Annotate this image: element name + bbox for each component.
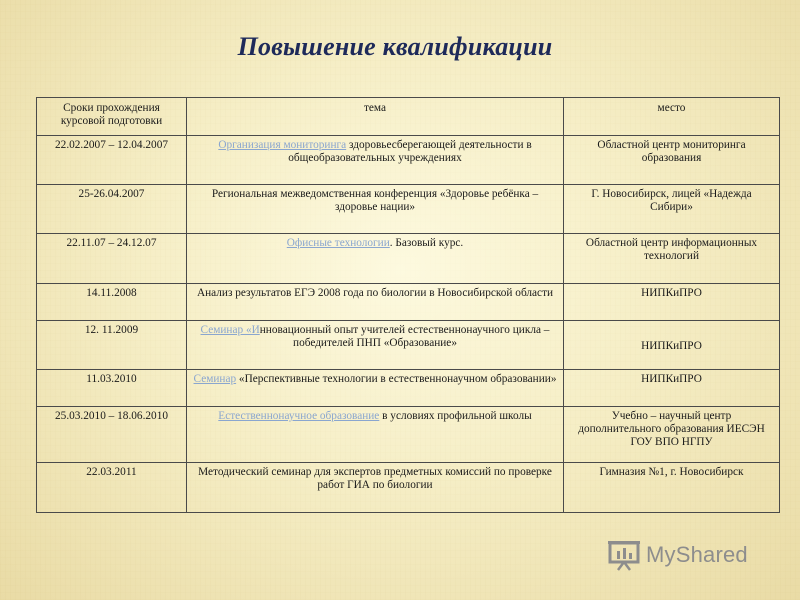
courses-table — [36, 97, 780, 513]
column-header-topic: тема — [187, 98, 564, 136]
table-row — [37, 234, 780, 284]
table-row — [37, 321, 780, 370]
table-row — [37, 284, 780, 321]
cell-place — [564, 321, 780, 370]
page-title: Повышение квалификации — [237, 32, 553, 61]
topic-link[interactable]: Семинар — [193, 373, 237, 385]
column-header-place: место — [564, 98, 780, 136]
cell-date: 12. 11.2009 — [37, 321, 187, 370]
topic-text: «Перспективные технологии в естественнонаучном образовании» — [236, 373, 557, 385]
cell-date: 25.03.2010 – 18.06.2010 — [37, 407, 187, 463]
topic-link[interactable]: Офисные технологии — [286, 237, 390, 249]
topic-text: Методический семинар для экспертов предметных комиссий по проверке работ ГИА по биологии — [198, 466, 552, 491]
table-row — [37, 370, 780, 407]
cell-topic — [187, 136, 564, 185]
cell-place: НИПКиПРО — [564, 370, 780, 407]
topic-link[interactable]: Семинар «И — [200, 324, 260, 336]
cell-topic — [187, 463, 564, 513]
topic-link[interactable]: Организация мониторинга — [218, 139, 347, 151]
cell-place: Гимназия №1, г. Новосибирск — [564, 463, 780, 513]
cell-topic — [187, 321, 564, 370]
topic-text: Региональная межведомственная конференция «Здоровье ребёнка – здоровье нации» — [211, 188, 539, 213]
myshared-watermark — [608, 538, 768, 572]
cell-date: 25-26.04.2007 — [37, 185, 187, 234]
cell-place: Областной центр мониторинга образования — [564, 136, 780, 185]
topic-link[interactable]: Естественнонаучное образование — [218, 410, 380, 422]
topic-text: Анализ результатов ЕГЭ 2008 года по биологии в Новосибирской области — [196, 287, 554, 299]
cell-date: 11.03.2010 — [37, 370, 187, 407]
cell-date: 22.11.07 – 24.12.07 — [37, 234, 187, 284]
watermark-text: MyShared — [646, 542, 748, 567]
table-row — [37, 185, 780, 234]
table-row — [37, 407, 780, 463]
cell-date: 22.03.2011 — [37, 463, 187, 513]
table-header-row — [37, 98, 780, 136]
cell-place: Г. Новосибирск, лицей «Надежда Сибири» — [564, 185, 780, 234]
cell-topic — [187, 407, 564, 463]
cell-date: 22.02.2007 – 12.04.2007 — [37, 136, 187, 185]
cell-date: 14.11.2008 — [37, 284, 187, 321]
presentation-icon — [608, 539, 642, 571]
place-text: НИПКиПРО — [641, 340, 702, 352]
cell-topic — [187, 234, 564, 284]
cell-topic — [187, 284, 564, 321]
cell-topic — [187, 185, 564, 234]
cell-place: Областной центр информационных технологий — [564, 234, 780, 284]
table-row — [37, 463, 780, 513]
table-row — [37, 136, 780, 185]
cell-place: Учебно – научный центр дополнительного образования ИЕСЭН ГОУ ВПО НГПУ — [564, 407, 780, 463]
topic-text: в условиях профильной школы — [379, 410, 532, 422]
topic-text: нновационный опыт учителей естественнонаучного цикла – победителей ПНП «Образование» — [259, 324, 550, 349]
topic-text: здоровьесберегающей деятельности в общеобразовательных учреждениях — [288, 139, 532, 164]
cell-topic — [187, 370, 564, 407]
topic-text: . Базовый курс. — [389, 237, 464, 249]
column-header-dates: Сроки прохождения курсовой подготовки — [37, 98, 187, 136]
cell-place: НИПКиПРО — [564, 284, 780, 321]
